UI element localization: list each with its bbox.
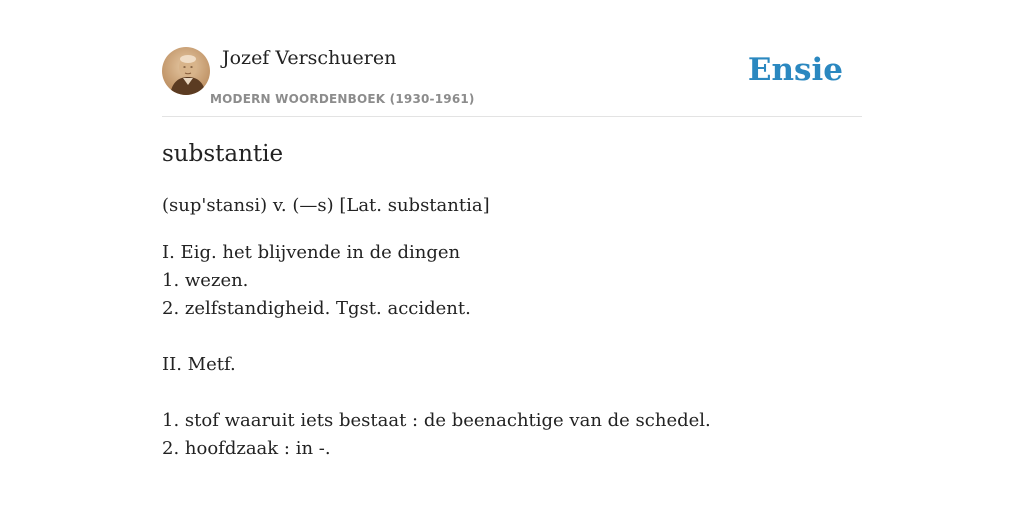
entry-header — [162, 46, 862, 117]
definition-blank-line — [162, 379, 862, 407]
author-name[interactable]: Jozef Verschueren — [222, 47, 397, 69]
definition-line: 2. zelfstandigheid. Tgst. accident. — [162, 298, 471, 319]
definition-line: II. Metf. — [162, 354, 236, 375]
definition-line: 2. hoofdzaak : in -. — [162, 438, 331, 459]
headword: substantie — [162, 141, 284, 167]
definition-line: I. Eig. het blijvende in de dingen — [162, 242, 461, 263]
ensie-logo-link[interactable]: Ensie — [747, 52, 843, 88]
author-avatar[interactable] — [162, 47, 210, 95]
definition-blank-line — [162, 323, 862, 351]
source-dictionary[interactable]: MODERN WOORDENBOEK (1930-1961) — [210, 92, 475, 106]
author-portrait-icon — [162, 47, 210, 95]
definition — [162, 239, 862, 463]
definition-line: 1. wezen. — [162, 270, 249, 291]
definition-line: 1. stof waaruit iets bestaat : de beenachtige van de schedel. — [162, 410, 711, 431]
pronunciation-etymology: (sup'stansi) v. (—s) [Lat. substantia] — [162, 195, 490, 216]
entry-content — [162, 136, 862, 463]
